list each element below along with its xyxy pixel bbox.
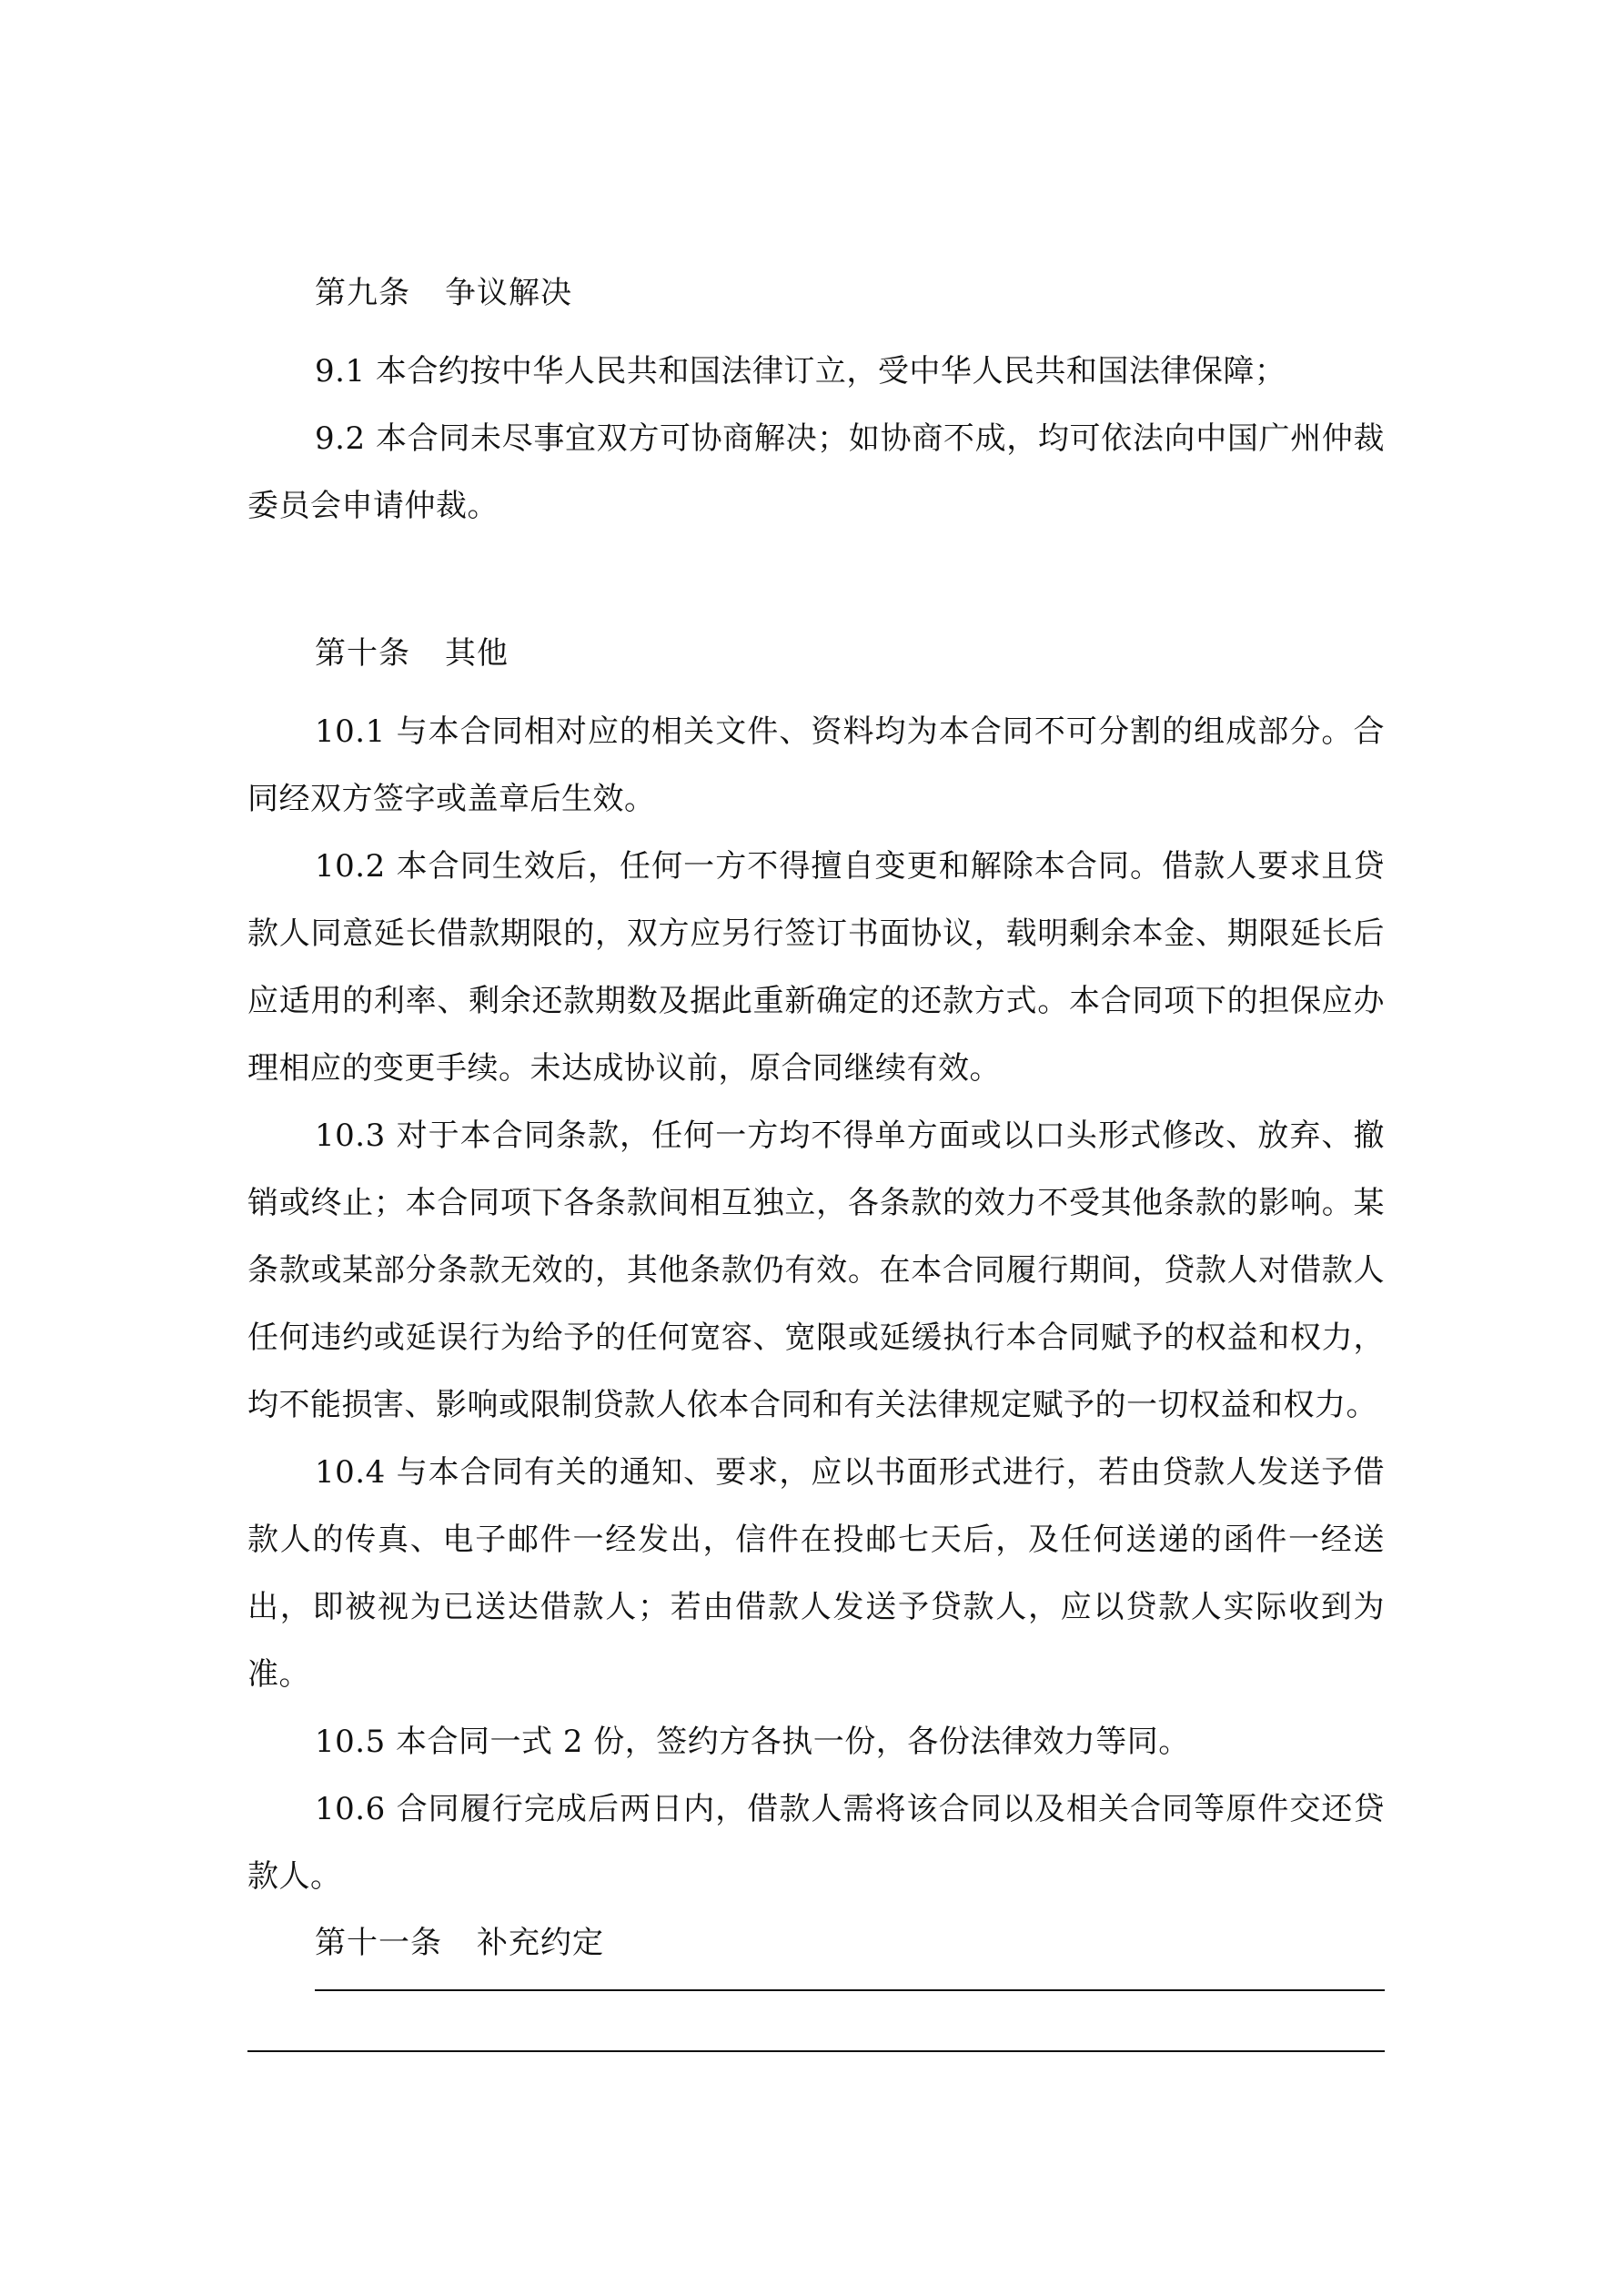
contract-body [247,269,1385,1967]
clause-10-4: 10.4 与本合同有关的通知、要求，应以书面形式进行，若由贷款人发送予借款人的传真、电子邮件一经发出，信件在投邮七天后，及任何送递的函件一经送出，即被视为已送达借款人；若由借款人发送予贷款人，应以贷款人实际收到为准。 [247,1454,1385,1693]
article-10-title: 其他 [445,635,509,672]
clause-10-1: 10.1 与本合同相对应的相关文件、资料均为本合同不可分割的组成部分。合同经双方签字或盖章后生效。 [247,713,1385,817]
supplement-blank-line-1 [315,1989,1385,1991]
clause-9-1: 9.1 本合约按中华人民共和国法律订立，受中华人民共和国法律保障； [315,353,1286,389]
section-spacer [247,540,1385,630]
supplement-blank-line-2 [247,2050,1385,2052]
clause-10-5: 10.5 本合同一式 2 份，签约方各执一份，各份法律效力等同。 [315,1724,1190,1760]
article-10-heading [247,630,1385,678]
article-9-heading [247,269,1385,318]
article-11-number: 第十一条 [315,1925,442,1961]
clause-9-2: 9.2 本合同未尽事宜双方可协商解决；如协商不成，均可依法向中国广州仲裁委员会申请仲裁。 [247,420,1385,524]
article-9-title: 争议解决 [445,275,572,311]
clause-10-6: 10.6 合同履行完成后两日内，借款人需将该合同以及相关合同等原件交还贷款人。 [247,1791,1385,1895]
article-9-number: 第九条 [315,275,410,311]
article-11-title: 补充约定 [477,1925,604,1961]
clause-10-3: 10.3 对于本合同条款，任何一方均不得单方面或以口头形式修改、放弃、撤销或终止；本合同项下各条款间相互独立，各条款的效力不受其他条款的影响。某条款或某部分条款无效的，其他条款仍有效。在本合同履行期间，贷款人对借款人任何违约或延误行为给予的任何宽容、宽限或延缓执行本合同赋予的权益和权力，均不能损害、影响或限制贷款人依本合同和有关法律规定赋予的一切权益和权力。 [247,1118,1385,1423]
article-10-number: 第十条 [315,635,410,672]
article-11-heading [247,1919,1385,1967]
clause-10-2: 10.2 本合同生效后，任何一方不得擅自变更和解除本合同。借款人要求且贷款人同意延长借款期限的，双方应另行签订书面协议，载明剩余本金、期限延长后应适用的利率、剩余还款期数及据此重新确定的还款方式。本合同项下的担保应办理相应的变更手续。未达成协议前，原合同继续有效。 [247,848,1385,1087]
